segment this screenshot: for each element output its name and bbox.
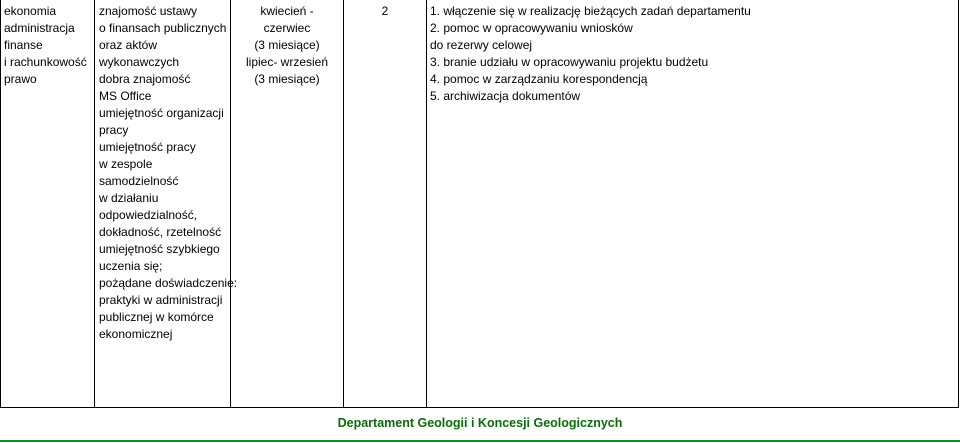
period-cell (231, 3, 343, 88)
requirements-cell (99, 3, 237, 343)
department-footer: Departament Geologii i Koncesji Geologicznych (337, 416, 623, 430)
requirement-line: w zespole (99, 157, 153, 171)
requirement-line: praktyki w administracji (99, 293, 223, 307)
footer-rule (0, 440, 960, 442)
requirement-line: ekonomicznej (99, 327, 173, 341)
requirement-line: umiejętność szybkiego (99, 242, 220, 256)
requirement-line: pożądane doświadczenie: (99, 276, 238, 290)
table-border-left (0, 0, 1, 408)
requirement-line: dobra znajomość (99, 72, 191, 86)
requirement-line: MS Office (99, 89, 152, 103)
column-divider (94, 0, 95, 408)
requirement-line: umiejętność pracy (99, 140, 196, 154)
period-line: lipiec- wrzesień (245, 55, 329, 69)
field-line: finanse (4, 38, 43, 52)
period-line: kwiecień - (260, 4, 314, 18)
requirement-line: oraz aktów (99, 38, 158, 52)
requirement-line: samodzielność (99, 174, 179, 188)
field-line: i rachunkowość (4, 55, 87, 69)
requirement-line: umiejętność organizacji (99, 106, 224, 120)
requirement-line: znajomość ustawy (99, 4, 198, 18)
requirement-line: odpowiedzialność, (99, 208, 198, 222)
period-line: (3 miesiące) (254, 72, 320, 86)
period-line: czerwiec (263, 21, 311, 35)
requirement-line: publicznej w komórce (99, 310, 214, 324)
task-line: do rezerwy celowej (430, 38, 533, 52)
requirement-line: dokładność, rzetelność (99, 225, 222, 239)
column-divider (426, 0, 427, 408)
task-line: 1. włączenie się w realizację bieżących zadań departamentu (430, 4, 751, 18)
field-line: administracja (4, 21, 75, 35)
field-line: ekonomia (4, 4, 57, 18)
task-line: 4. pomoc w zarządzaniu korespondencją (430, 72, 648, 86)
table-border-right (958, 0, 959, 408)
field-of-study-cell (4, 3, 87, 88)
requirement-line: wykonawczych (99, 55, 180, 69)
field-line: prawo (4, 72, 37, 86)
task-line: 5. archiwizacja dokumentów (430, 89, 581, 103)
places-count-cell (344, 3, 426, 20)
task-line: 2. pomoc w opracowywaniu wniosków (430, 21, 633, 35)
tasks-cell (430, 3, 751, 105)
places-count: 2 (381, 4, 389, 18)
table-border-bottom (0, 407, 959, 408)
period-line: (3 miesiące) (254, 38, 320, 52)
requirement-line: pracy (99, 123, 129, 137)
task-line: 3. branie udziału w opracowywaniu projektu budżetu (430, 55, 709, 69)
column-divider (343, 0, 344, 408)
requirement-line: uczenia się; (99, 259, 163, 273)
requirement-line: o finansach publicznych (99, 21, 227, 35)
requirement-line: w działaniu (99, 191, 159, 205)
